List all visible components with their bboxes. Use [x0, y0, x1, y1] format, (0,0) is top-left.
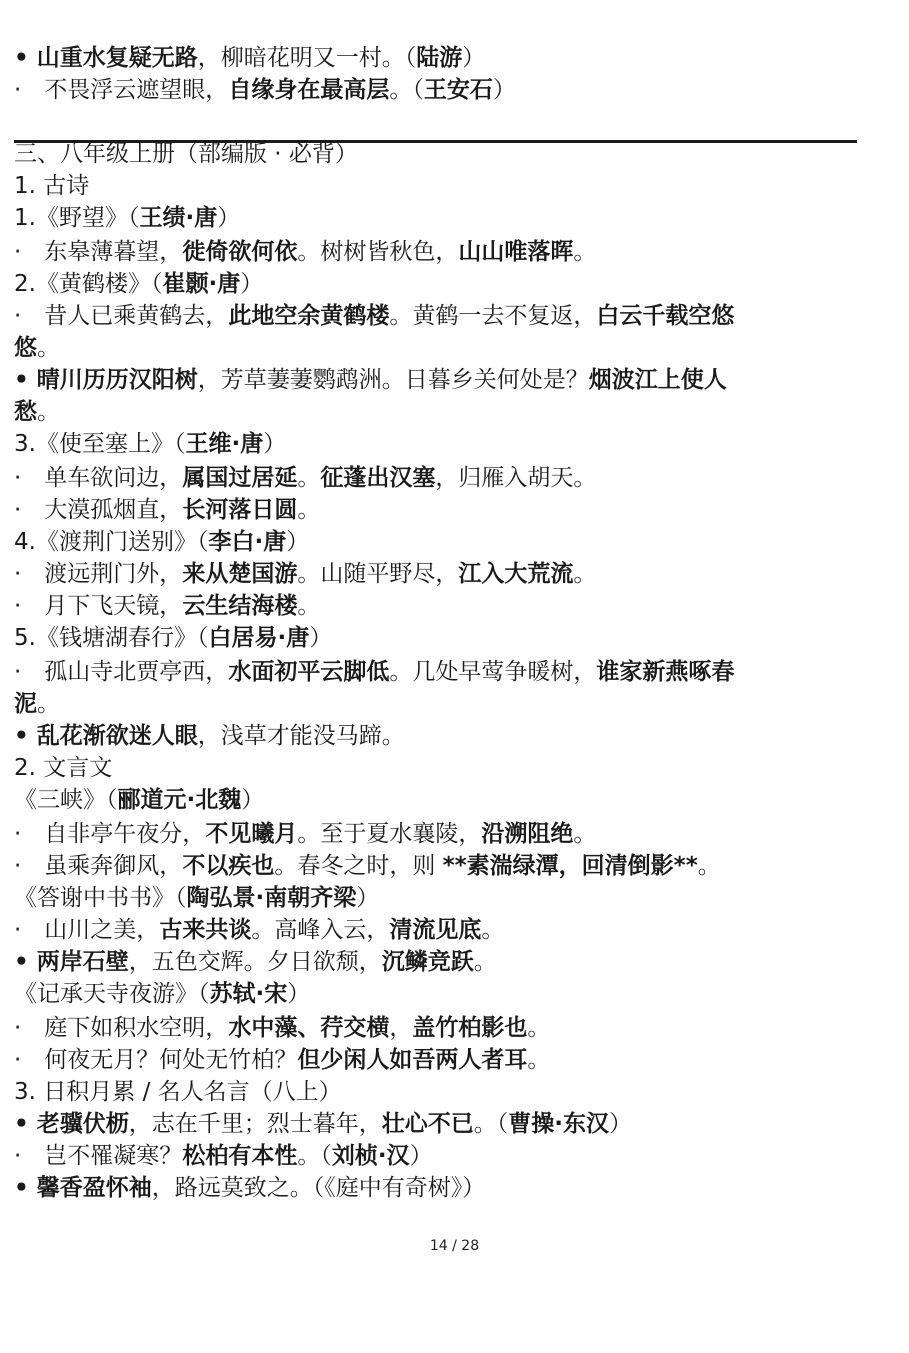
- text-segment: ）: [217, 205, 241, 231]
- section-divider: [14, 140, 857, 143]
- text-line: [14, 558, 869, 590]
- text-segment: ）: [241, 787, 265, 813]
- text-segment: · 庭下如积水空明，: [14, 1015, 229, 1041]
- text-segment: ，浅草才能没马蹄。: [197, 723, 405, 749]
- text-segment: · 渡远荆门外，: [14, 561, 183, 587]
- bold-text-segment: 来从楚国游: [182, 561, 298, 587]
- text-segment: 。（: [473, 1111, 509, 1137]
- bold-text-segment: 云生结海楼: [182, 593, 298, 619]
- bold-text-segment: 此地空余黄鹤楼: [228, 303, 390, 329]
- bold-text-segment: 松柏有本性: [182, 1143, 298, 1169]
- text-segment: · 自非亭午夜分，: [14, 821, 206, 847]
- text-segment: ）: [287, 981, 311, 1007]
- text-line: [14, 914, 869, 946]
- text-line: [14, 1140, 869, 1172]
- bold-text-segment: 清流见底: [389, 917, 482, 943]
- bold-text-segment: •: [14, 1175, 37, 1201]
- text-segment: 。树树皆秋色，: [297, 239, 459, 265]
- text-segment: ，五色交辉。夕日欲颓，: [128, 949, 382, 975]
- text-line: [14, 850, 869, 882]
- bold-text-segment: 愁: [14, 399, 37, 425]
- bold-text-segment: •: [14, 1111, 37, 1137]
- text-segment: 。: [573, 821, 597, 847]
- bold-text-segment: 泥: [14, 691, 37, 717]
- text-segment: 。山随平野尽，: [297, 561, 459, 587]
- bold-text-segment: 两岸石壁: [36, 949, 129, 975]
- text-segment: 4.《渡荆门送别》（: [14, 529, 209, 555]
- bold-text-segment: 白居易·唐: [208, 625, 310, 651]
- text-line: [14, 946, 869, 978]
- text-segment: ）: [240, 271, 264, 297]
- bold-text-segment: 陆游: [416, 45, 463, 71]
- text-segment: ，柳暗花明又一村。（: [197, 45, 417, 71]
- text-segment: 。: [37, 335, 60, 361]
- text-segment: ，归雁入胡天。: [435, 465, 597, 491]
- text-segment: ，: [389, 1015, 413, 1041]
- text-line: [14, 590, 869, 622]
- bold-text-segment: 郦道元·北魏: [117, 787, 242, 813]
- text-line: [14, 1172, 869, 1204]
- bold-text-segment: 馨香盈怀袖: [36, 1175, 152, 1201]
- bold-text-segment: **素湍绿潭，回清倒影**: [442, 853, 698, 879]
- bold-text-segment: 沉鳞竞跃: [381, 949, 474, 975]
- text-segment: 。: [527, 1015, 551, 1041]
- bold-text-segment: 山山唯落晖: [458, 239, 574, 265]
- bold-text-segment: 不见曦月: [205, 821, 298, 847]
- text-segment: · 东皋薄暮望，: [14, 239, 183, 265]
- bold-text-segment: 沿溯阻绝: [481, 821, 574, 847]
- text-segment: 5.《钱塘湖春行》（: [14, 625, 209, 651]
- bold-text-segment: 悠: [14, 335, 37, 361]
- text-line: [14, 656, 869, 688]
- bold-text-segment: 乱花渐欲迷人眼: [36, 723, 198, 749]
- text-segment: 。春冬之时，则: [274, 853, 443, 879]
- bold-text-segment: 古来共谈: [159, 917, 252, 943]
- text-segment: ，路远莫致之。（《庭中有奇树》）: [151, 1175, 486, 1201]
- text-line: [14, 752, 869, 784]
- text-segment: 《答谢中书书》（: [14, 885, 187, 911]
- text-segment: · 大漠孤烟直，: [14, 497, 183, 523]
- text-segment: 。: [37, 399, 60, 425]
- bold-text-segment: 徙倚欲何依: [182, 239, 298, 265]
- text-segment: ，芳草萋萋鹦鹉洲。日暮乡关何处是？: [197, 367, 589, 393]
- text-segment: ）: [356, 885, 380, 911]
- text-line: [14, 784, 869, 816]
- bold-text-segment: 晴川历历汉阳树: [36, 367, 198, 393]
- text-segment: 。: [297, 593, 321, 619]
- text-segment: 。至于夏水襄陵，: [297, 821, 482, 847]
- bold-text-segment: 谁家新燕啄春: [596, 659, 735, 685]
- bold-text-segment: 自缘身在最高层: [228, 77, 390, 103]
- bold-text-segment: 水中藻、荇交横: [228, 1015, 390, 1041]
- text-line: [14, 1012, 869, 1044]
- text-line: [14, 74, 869, 106]
- text-line: [14, 364, 869, 396]
- text-segment: 3.《使至塞上》（: [14, 431, 186, 457]
- bold-text-segment: 盖竹柏影也: [412, 1015, 528, 1041]
- text-line: [14, 622, 869, 654]
- text-line: [14, 202, 869, 234]
- text-segment: ）: [608, 1111, 632, 1137]
- text-segment: ）: [309, 625, 333, 651]
- text-line: [14, 978, 869, 1010]
- text-segment: 。: [527, 1047, 551, 1073]
- bold-text-segment: 苏轼·宋: [209, 981, 288, 1007]
- text-segment: 。高峰入云，: [251, 917, 390, 943]
- text-segment: 。: [573, 561, 597, 587]
- text-segment: 《三峡》（: [14, 787, 118, 813]
- bold-text-segment: 曹操·东汉: [508, 1111, 609, 1137]
- text-line: [14, 170, 869, 202]
- text-line: [14, 268, 869, 300]
- text-segment: 。: [297, 497, 321, 523]
- bold-text-segment: 刘桢·汉: [331, 1143, 410, 1169]
- text-line: [14, 688, 869, 720]
- text-line: [14, 1044, 869, 1076]
- text-line: [14, 818, 869, 850]
- bold-text-segment: 山重水复疑无路: [36, 45, 198, 71]
- bold-text-segment: 李白·唐: [208, 529, 287, 555]
- bold-text-segment: •: [14, 367, 37, 393]
- bold-text-segment: 王绩·唐: [139, 205, 218, 231]
- text-segment: ，志在千里；烈士暮年，: [128, 1111, 382, 1137]
- text-line: [14, 462, 869, 494]
- text-line: [14, 526, 869, 558]
- text-segment: ）: [286, 529, 310, 555]
- text-segment: · 何夜无月？何处无竹柏？: [14, 1047, 298, 1073]
- text-line: [14, 1108, 869, 1140]
- bold-text-segment: 老骥伏枥: [36, 1111, 129, 1137]
- text-segment: · 月下飞天镜，: [14, 593, 183, 619]
- text-segment: · 虽乘奔御风，: [14, 853, 183, 879]
- text-segment: ）: [462, 45, 486, 71]
- text-segment: 三、八年级上册（部编版 · 必背）: [14, 141, 358, 167]
- text-line: [14, 882, 869, 914]
- bold-text-segment: 不以疾也: [182, 853, 275, 879]
- text-line: [14, 428, 869, 460]
- text-segment: ）: [263, 431, 287, 457]
- bold-text-segment: 白云千载空悠: [596, 303, 735, 329]
- text-line: [14, 42, 869, 74]
- text-segment: 《记承天寺夜游》（: [14, 981, 210, 1007]
- text-segment: 。: [37, 691, 60, 717]
- text-segment: 3. 日积月累 / 名人名言（八上）: [14, 1079, 342, 1105]
- bold-text-segment: 征蓬出汉塞: [320, 465, 436, 491]
- bold-text-segment: 王维·唐: [185, 431, 264, 457]
- bold-text-segment: 属国过居延: [182, 465, 298, 491]
- text-segment: · 山川之美，: [14, 917, 160, 943]
- bold-text-segment: 崔颢·唐: [162, 271, 241, 297]
- bold-text-segment: •: [14, 949, 37, 975]
- bold-text-segment: •: [14, 45, 37, 71]
- text-segment: 2.《黄鹤楼》（: [14, 271, 163, 297]
- text-segment: 。（: [389, 77, 424, 103]
- text-line: [14, 494, 869, 526]
- text-segment: 1. 古诗: [14, 173, 90, 199]
- text-segment: 。: [481, 917, 505, 943]
- bold-text-segment: 水面初平云脚低: [228, 659, 390, 685]
- text-line: [14, 396, 869, 428]
- text-segment: 。（: [297, 1143, 332, 1169]
- text-line: [14, 1076, 869, 1108]
- text-segment: 。几处早莺争暖树，: [389, 659, 597, 685]
- bold-text-segment: •: [14, 723, 37, 749]
- text-segment: 。: [473, 949, 497, 975]
- text-segment: · 单车欲问边，: [14, 465, 183, 491]
- text-segment: · 昔人已乘黄鹤去，: [14, 303, 229, 329]
- bold-text-segment: 江入大荒流: [458, 561, 574, 587]
- bold-text-segment: 壮心不已: [381, 1111, 474, 1137]
- page-number: 14 / 28: [429, 1238, 480, 1254]
- bold-text-segment: 烟波江上使人: [588, 367, 727, 393]
- text-segment: 2. 文言文: [14, 755, 113, 781]
- text-segment: 1.《野望》（: [14, 205, 140, 231]
- text-segment: ）: [492, 77, 516, 103]
- text-line: [14, 236, 869, 268]
- text-segment: 。黄鹤一去不复返，: [389, 303, 597, 329]
- text-segment: 。: [697, 853, 721, 879]
- text-segment: ）: [409, 1143, 433, 1169]
- bold-text-segment: 长河落日圆: [182, 497, 298, 523]
- text-line: [14, 300, 869, 332]
- text-segment: · 岂不罹凝寒？: [14, 1143, 183, 1169]
- text-segment: · 不畏浮云遮望眼，: [14, 77, 229, 103]
- bold-text-segment: 但少闲人如吾两人者耳: [297, 1047, 528, 1073]
- bold-text-segment: 陶弘景·南朝齐梁: [186, 885, 357, 911]
- text-line: [14, 332, 869, 364]
- text-segment: 。: [297, 465, 321, 491]
- text-segment: 。: [573, 239, 597, 265]
- text-line: [14, 720, 869, 752]
- bold-text-segment: 王安石: [423, 77, 493, 103]
- text-segment: · 孤山寺北贾亭西，: [14, 659, 229, 685]
